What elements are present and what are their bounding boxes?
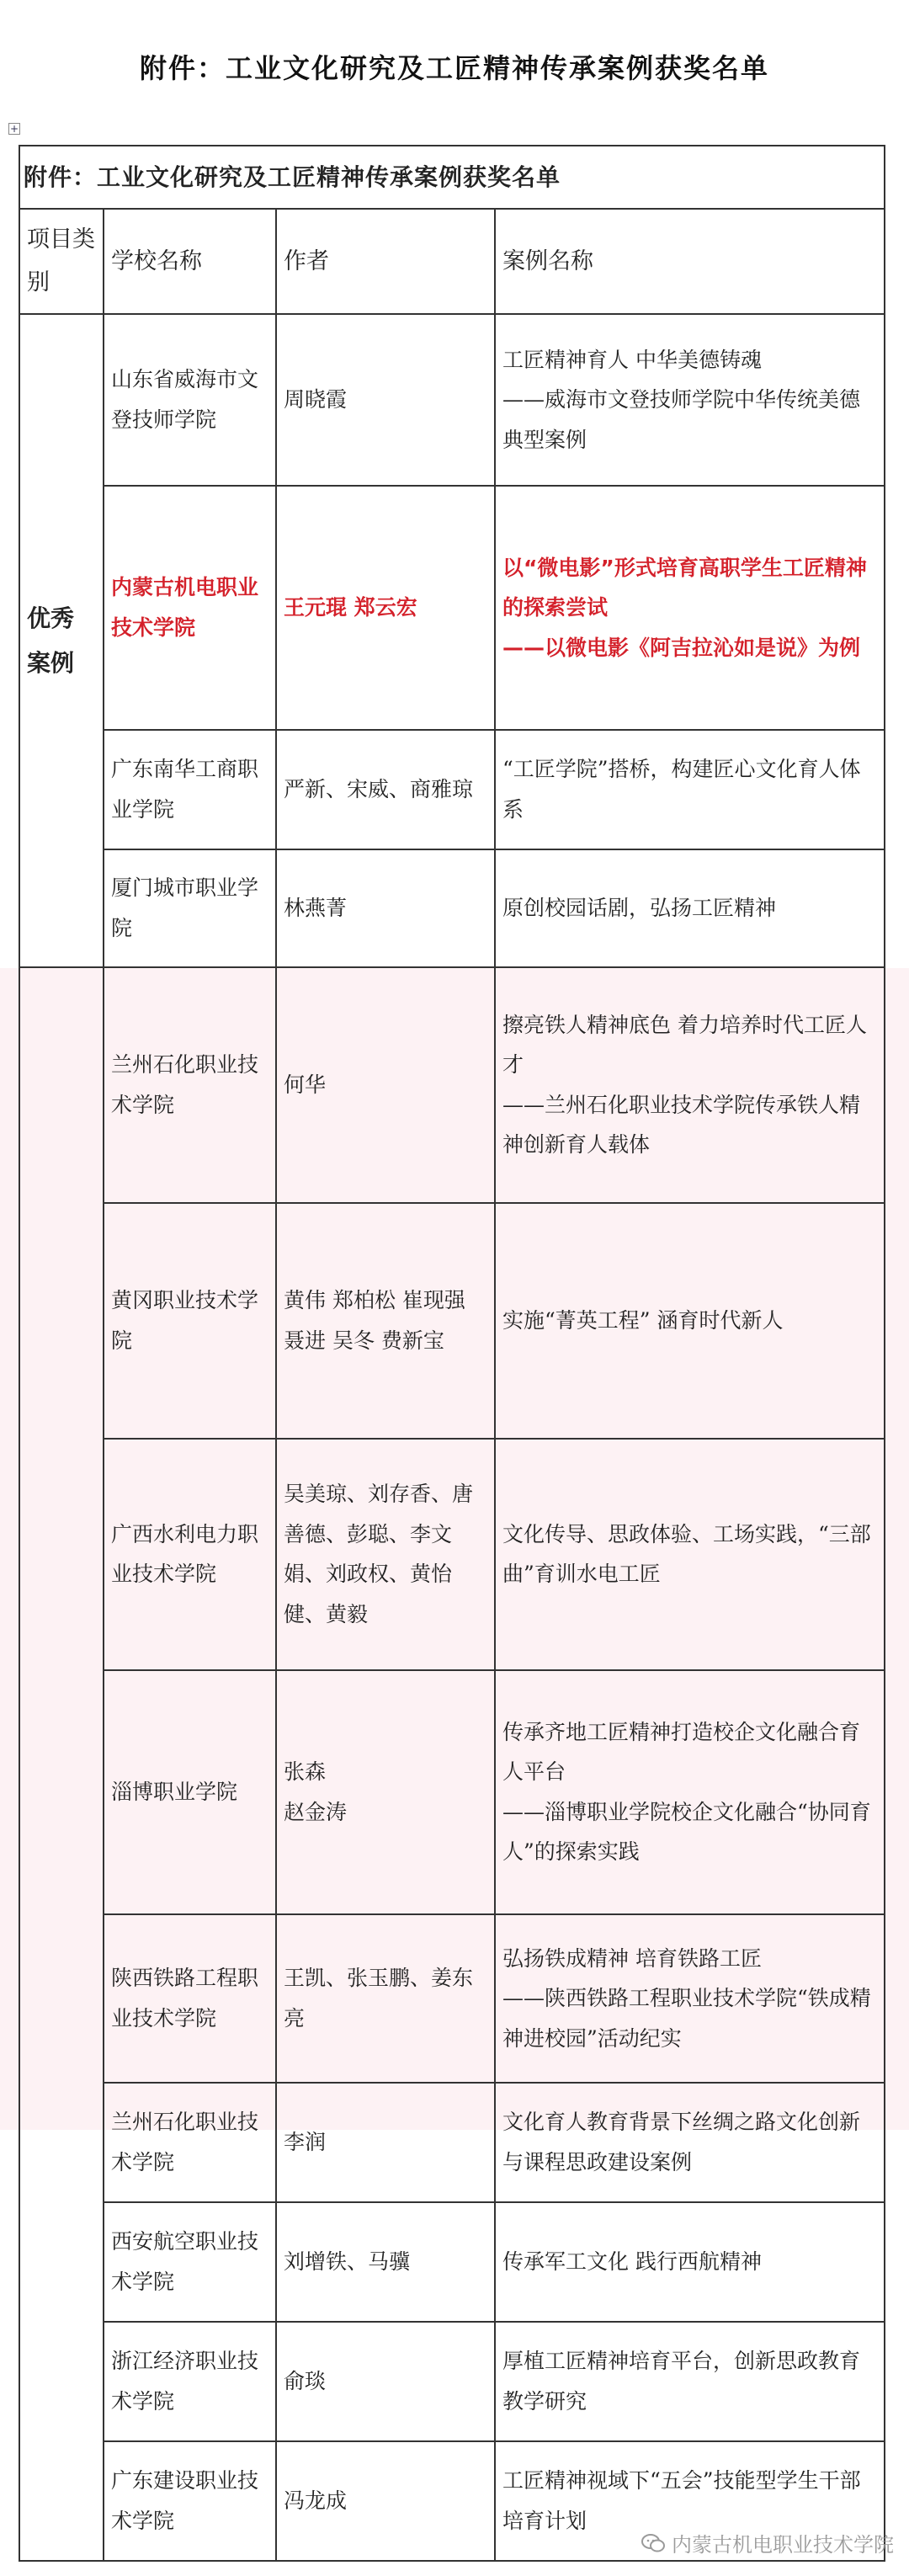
header-case: 案例名称 bbox=[495, 209, 885, 314]
case-line: 弘扬铁成精神 培育铁路工匠 bbox=[502, 1945, 762, 1971]
wechat-watermark bbox=[641, 2528, 894, 2557]
school-cell: 厦门城市职业学院 bbox=[104, 849, 276, 967]
table-move-handle-icon[interactable]: + bbox=[9, 123, 19, 135]
category-cell: 优秀案例 bbox=[19, 314, 104, 967]
author-cell: 周晓霞 bbox=[276, 314, 495, 486]
author-line: 张森 bbox=[284, 1759, 327, 1785]
case-line: 以“微电影”形式培育高职学生工匠精神的探索尝试 bbox=[502, 555, 867, 620]
table-row bbox=[19, 967, 885, 1203]
author-cell: 冯龙成 bbox=[276, 2441, 495, 2561]
case-line: “工匠学院”搭桥，构建匠心文化育人体系 bbox=[502, 757, 861, 822]
awards-table bbox=[19, 145, 885, 2562]
author-cell: 刘增铁、马骥 bbox=[276, 2202, 495, 2322]
author-cell: 吴美琼、刘存香、唐善德、彭聪、李文娟、刘政权、黄怡健、黄毅 bbox=[276, 1439, 495, 1670]
case-line: 厚植工匠精神培育平台，创新思政教育教学研究 bbox=[502, 2349, 861, 2414]
school-cell: 广东建设职业技术学院 bbox=[104, 2441, 276, 2561]
table-row bbox=[19, 2202, 885, 2322]
school-cell: 兰州石化职业技术学院 bbox=[104, 2083, 276, 2202]
table-row bbox=[19, 486, 885, 730]
school-cell: 兰州石化职业技术学院 bbox=[104, 967, 276, 1203]
school-cell: 淄博职业学院 bbox=[104, 1670, 276, 1914]
case-line: 传承齐地工匠精神打造校企文化融合育人平台 bbox=[502, 1719, 861, 1785]
header-category: 项目类别 bbox=[19, 209, 104, 314]
author-cell: 林燕菁 bbox=[276, 849, 495, 967]
author-cell: 何华 bbox=[276, 967, 495, 1203]
author-cell: 俞琰 bbox=[276, 2322, 495, 2441]
watermark-text: 内蒙古机电职业技术学院 bbox=[672, 2533, 894, 2557]
school-cell: 广西水利电力职业技术学院 bbox=[104, 1439, 276, 1670]
case-cell bbox=[495, 486, 885, 730]
case-line: 工匠精神育人 中华美德铸魂 bbox=[502, 347, 762, 372]
wechat-icon bbox=[641, 2533, 665, 2553]
author-cell: 王凯、张玉鹏、姜东亮 bbox=[276, 1914, 495, 2083]
header-school: 学校名称 bbox=[104, 209, 276, 314]
author-line: 黄伟 郑柏松 崔现强 bbox=[284, 1288, 465, 1313]
table-caption: 附件：工业文化研究及工匠精神传承案例获奖名单 bbox=[19, 146, 885, 209]
case-line: ——威海市文登技师学院中华传统美德典型案例 bbox=[502, 387, 861, 452]
case-line: 传承军工文化 践行西航精神 bbox=[502, 2249, 762, 2275]
table-row bbox=[19, 1203, 885, 1439]
table-row bbox=[19, 2083, 885, 2202]
school-cell: 广东南华工商职业学院 bbox=[104, 730, 276, 849]
case-cell bbox=[495, 849, 885, 967]
case-line: ——淄博职业学院校企文化融合“协同育人”的探索实践 bbox=[502, 1799, 871, 1865]
school-cell: 黄冈职业技术学院 bbox=[104, 1203, 276, 1439]
table-row bbox=[19, 849, 885, 967]
table-row bbox=[19, 2322, 885, 2441]
school-cell: 内蒙古机电职业技术学院 bbox=[104, 486, 276, 730]
author-cell bbox=[276, 1670, 495, 1914]
table-row bbox=[19, 314, 885, 486]
case-cell bbox=[495, 2202, 885, 2322]
author-cell bbox=[276, 1203, 495, 1439]
case-line: 文化传导、思政体验、工场实践，“三部曲”育训水电工匠 bbox=[502, 1521, 871, 1587]
category-cell-empty bbox=[19, 967, 104, 2561]
case-cell bbox=[495, 730, 885, 849]
case-line: 实施“菁英工程” 涵育时代新人 bbox=[502, 1308, 784, 1333]
table-row bbox=[19, 1914, 885, 2083]
case-line: 擦亮铁人精神底色 着力培养时代工匠人才 bbox=[502, 1012, 867, 1078]
school-cell: 山东省威海市文登技师学院 bbox=[104, 314, 276, 486]
case-line: ——兰州石化职业技术学院传承铁人精神创新育人载体 bbox=[502, 1092, 861, 1158]
case-cell bbox=[495, 1914, 885, 2083]
case-line: ——以微电影《阿吉拉沁如是说》为例 bbox=[502, 635, 861, 660]
case-cell bbox=[495, 2083, 885, 2202]
school-cell: 陕西铁路工程职业技术学院 bbox=[104, 1914, 276, 2083]
document-title: 附件：工业文化研究及工匠精神传承案例获奖名单 bbox=[139, 52, 769, 84]
author-line: 聂进 吴冬 费新宝 bbox=[284, 1328, 444, 1353]
case-cell bbox=[495, 2322, 885, 2441]
case-line: ——陕西铁路工程职业技术学院“铁成精神进校园”活动纪实 bbox=[502, 1986, 871, 2051]
table-row bbox=[19, 1670, 885, 1914]
author-line: 赵金涛 bbox=[284, 1799, 348, 1824]
author-cell: 严新、宋威、商雅琼 bbox=[276, 730, 495, 849]
author-cell: 王元琨 郑云宏 bbox=[276, 486, 495, 730]
case-cell bbox=[495, 1203, 885, 1439]
case-line: 原创校园话剧，弘扬工匠精神 bbox=[502, 896, 777, 921]
school-cell: 浙江经济职业技术学院 bbox=[104, 2322, 276, 2441]
table-row bbox=[19, 730, 885, 849]
table-row bbox=[19, 1439, 885, 1670]
case-cell bbox=[495, 1670, 885, 1914]
header-author: 作者 bbox=[276, 209, 495, 314]
case-cell bbox=[495, 314, 885, 486]
case-cell bbox=[495, 1439, 885, 1670]
header-row bbox=[19, 209, 885, 314]
case-line: 工匠精神视域下“五会”技能型学生干部培育计划 bbox=[502, 2468, 861, 2533]
table-caption-row bbox=[19, 146, 885, 209]
author-cell: 李润 bbox=[276, 2083, 495, 2202]
case-cell bbox=[495, 967, 885, 1203]
case-line: 文化育人教育背景下丝绸之路文化创新与课程思政建设案例 bbox=[502, 2110, 861, 2174]
school-cell: 西安航空职业技术学院 bbox=[104, 2202, 276, 2322]
